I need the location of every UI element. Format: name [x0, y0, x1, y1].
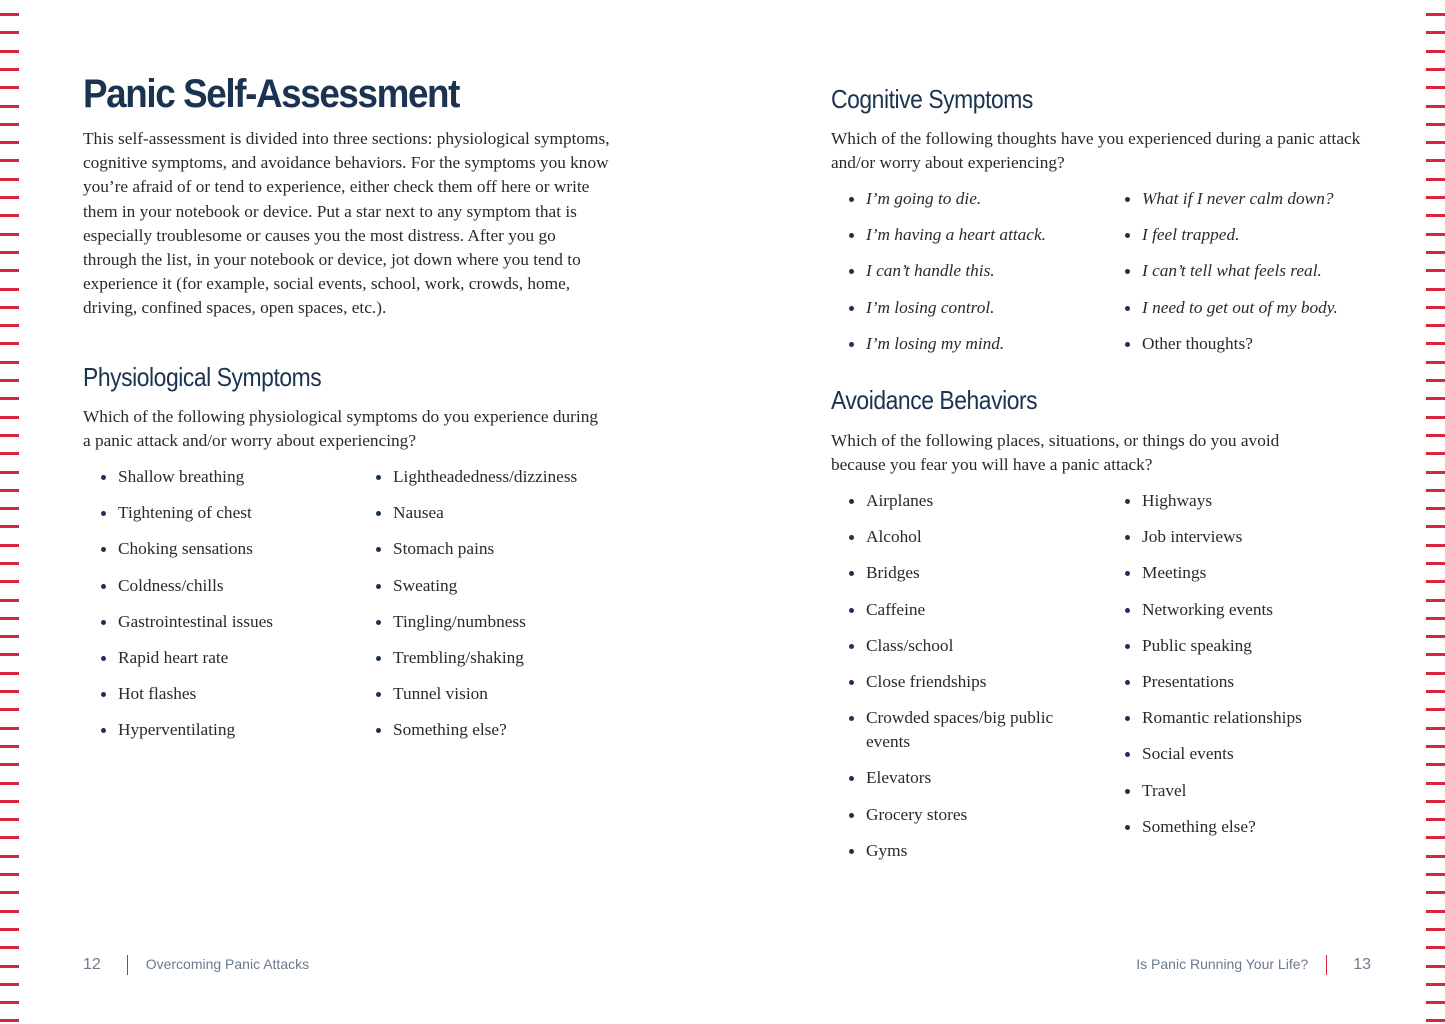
binding-tick [1426, 434, 1445, 437]
binding-tick [0, 159, 19, 162]
cognitive-list-col1 [831, 187, 1106, 368]
checklist-item[interactable]: Hot flashes [83, 682, 353, 706]
binding-tick [1426, 269, 1445, 272]
binding-tick [1426, 214, 1445, 217]
binding-tick [0, 562, 19, 565]
checklist-item[interactable]: Networking events [1107, 598, 1371, 622]
binding-tick [1426, 489, 1445, 492]
binding-tick [1426, 342, 1445, 345]
binding-tick [0, 123, 19, 126]
checklist-item[interactable]: Travel [1107, 779, 1371, 803]
binding-tick [1426, 379, 1445, 382]
checklist-item[interactable]: I’m going to die. [831, 187, 1106, 211]
right-page [831, 0, 1371, 1024]
binding-tick [0, 818, 19, 821]
checklist-item[interactable]: Coldness/chills [83, 574, 353, 598]
binding-tick [1426, 31, 1445, 34]
binding-tick [1426, 708, 1445, 711]
binding-tick [0, 836, 19, 839]
binding-tick [0, 342, 19, 345]
checklist-item[interactable]: Elevators [831, 766, 1061, 790]
binding-tick [1426, 891, 1445, 894]
avoidance-list-col1 [831, 489, 1061, 875]
checklist-item[interactable]: Tunnel vision [358, 682, 618, 706]
binding-tick [0, 891, 19, 894]
binding-tick [0, 525, 19, 528]
checklist-item[interactable]: Gastrointestinal issues [83, 610, 353, 634]
binding-tick [1426, 324, 1445, 327]
running-title: Overcoming Panic Attacks [145, 956, 310, 973]
binding-tick [0, 1019, 19, 1022]
binding-tick [1426, 306, 1445, 309]
avoidance-list-col2 [1107, 489, 1371, 851]
binding-tick [1426, 416, 1445, 419]
binding-tick [0, 306, 19, 309]
binding-tick [0, 178, 19, 181]
checklist-item[interactable]: I can’t handle this. [831, 259, 1106, 283]
binding-tick [0, 269, 19, 272]
binding-tick [0, 50, 19, 53]
binding-tick [1426, 983, 1445, 986]
binding-tick [0, 434, 19, 437]
checklist-item[interactable]: Choking sensations [83, 537, 353, 561]
binding-tick [1426, 251, 1445, 254]
binding-tick [0, 580, 19, 583]
binding-tick [1426, 782, 1445, 785]
binding-tick [1426, 800, 1445, 803]
binding-tick [1426, 946, 1445, 949]
binding-tick [0, 873, 19, 876]
avoidance-heading: Avoidance Behaviors [831, 385, 1038, 415]
checklist-item[interactable]: Stomach pains [358, 537, 618, 561]
running-title: Is Panic Running Your Life? [1136, 956, 1309, 973]
binding-tick [0, 617, 19, 620]
cognitive-heading: Cognitive Symptoms [831, 84, 1033, 114]
checklist-item[interactable]: Tightening of chest [83, 501, 353, 525]
checklist-item[interactable]: Trembling/shaking [358, 646, 618, 670]
binding-tick [0, 324, 19, 327]
binding-tick [0, 599, 19, 602]
binding-tick [0, 653, 19, 656]
binding-tick [0, 727, 19, 730]
checklist-item[interactable]: Hyperventilating [83, 718, 353, 742]
checklist-item[interactable]: Rapid heart rate [83, 646, 353, 670]
intro-paragraph: This self-assessment is divided into three sections: physiological symptoms, cognitive symptoms, and avoidance behaviors. For the symptoms you know you’re afraid of or tend to experience, either check them off here or write them in your notebook or device. Put a star next to any symptom that is especially troublesome or causes you the most distress. After you go through the list, in your notebook or device, jot down where you tend to experience it (for example, social events, school, work, crowds, home, driving, confined spaces, open spaces, etc.). [83, 129, 610, 318]
binding-tick [0, 782, 19, 785]
footer-divider [127, 955, 128, 975]
checklist-item[interactable]: Airplanes [831, 489, 1061, 513]
checklist-item[interactable]: Presentations [1107, 670, 1371, 694]
binding-tick [1426, 928, 1445, 931]
left-page [83, 0, 613, 1024]
binding-tick [0, 361, 19, 364]
cognitive-list-col2 [1107, 187, 1371, 368]
binding-tick [0, 416, 19, 419]
binding-tick [0, 105, 19, 108]
binding-tick [1426, 635, 1445, 638]
binding-tick [1426, 599, 1445, 602]
binding-tick [0, 31, 19, 34]
binding-tick [1426, 818, 1445, 821]
binding-tick [1426, 507, 1445, 510]
binding-tick [1426, 763, 1445, 766]
checklist-item[interactable]: Crowded spaces/big public events [831, 706, 1061, 754]
checklist-item[interactable]: I’m losing control. [831, 296, 1106, 320]
binding-tick [1426, 471, 1445, 474]
page-number: 13 [1353, 956, 1371, 974]
binding-tick [1426, 580, 1445, 583]
binding-tick [0, 471, 19, 474]
right-footer [1136, 955, 1371, 979]
binding-tick [1426, 525, 1445, 528]
binding-tick [0, 544, 19, 547]
checklist-item[interactable]: What if I never calm down? [1107, 187, 1371, 211]
binding-tick [0, 397, 19, 400]
binding-tick [1426, 1019, 1445, 1022]
checklist-item[interactable]: Alcohol [831, 525, 1061, 549]
binding-tick [0, 379, 19, 382]
binding-tick [1426, 544, 1445, 547]
checklist-item[interactable]: Grocery stores [831, 803, 1061, 827]
binding-tick [0, 233, 19, 236]
checklist-item[interactable]: I can’t tell what feels real. [1107, 259, 1371, 283]
binding-tick [0, 708, 19, 711]
binding-tick [1426, 562, 1445, 565]
binding-tick [1426, 13, 1445, 16]
checklist-item[interactable]: Sweating [358, 574, 618, 598]
footer-divider [1326, 955, 1327, 975]
binding-tick [1426, 745, 1445, 748]
binding-tick [1426, 86, 1445, 89]
avoidance-prompt: Which of the following places, situations, or things do you avoid because you fear you will have a panic attack? [831, 431, 1280, 475]
checklist-item[interactable]: Tingling/numbness [358, 610, 618, 634]
cognitive-prompt: Which of the following thoughts have you experienced during a panic attack and/or worry about experiencing? [831, 129, 1361, 173]
checklist-item[interactable]: Social events [1107, 742, 1371, 766]
binding-tick [0, 965, 19, 968]
binding-tick [0, 251, 19, 254]
page-title: Panic Self-Assessment [83, 72, 460, 116]
checklist-item[interactable]: I’m losing my mind. [831, 332, 1106, 356]
checklist-item[interactable]: Bridges [831, 561, 1061, 585]
checklist-item[interactable]: Public speaking [1107, 634, 1371, 658]
binding-tick [0, 855, 19, 858]
checklist-item[interactable]: Other thoughts? [1107, 332, 1371, 356]
binding-tick [0, 288, 19, 291]
checklist-item[interactable]: Romantic relationships [1107, 706, 1371, 730]
binding-tick [1426, 178, 1445, 181]
checklist-item[interactable]: Nausea [358, 501, 618, 525]
binding-tick [0, 141, 19, 144]
physiological-heading: Physiological Symptoms [83, 362, 322, 392]
binding-tick [0, 745, 19, 748]
binding-tick [0, 946, 19, 949]
checklist-item[interactable]: I feel trapped. [1107, 223, 1371, 247]
physiological-prompt: Which of the following physiological symptoms do you experience during a panic attack and/or worry about experiencing? [83, 407, 598, 451]
checklist-item[interactable]: Gyms [831, 839, 1061, 863]
binding-tick [1426, 873, 1445, 876]
checklist-item[interactable]: Something else? [358, 718, 618, 742]
binding-tick [0, 507, 19, 510]
checklist-item[interactable]: Shallow breathing [83, 465, 353, 489]
checklist-item[interactable]: I’m having a heart attack. [831, 223, 1106, 247]
physiological-list-col1 [83, 465, 353, 755]
left-footer [83, 955, 309, 979]
binding-tick [0, 910, 19, 913]
physiological-list-col2 [358, 465, 618, 755]
binding-tick [1426, 452, 1445, 455]
binding-tick [1426, 653, 1445, 656]
binding-tick [1426, 196, 1445, 199]
binding-tick [0, 196, 19, 199]
binding-tick [1426, 690, 1445, 693]
page-number: 12 [83, 956, 101, 974]
checklist-item[interactable]: Class/school [831, 634, 1061, 658]
binding-tick [1426, 123, 1445, 126]
binding-tick [1426, 855, 1445, 858]
binding-tick [1426, 965, 1445, 968]
binding-tick [1426, 672, 1445, 675]
binding-tick [0, 690, 19, 693]
binding-tick [1426, 1001, 1445, 1004]
binding-tick [1426, 141, 1445, 144]
binding-tick [0, 983, 19, 986]
right-binding-edge [1425, 0, 1445, 1024]
checklist-item[interactable]: Close friendships [831, 670, 1061, 694]
binding-tick [0, 672, 19, 675]
checklist-item[interactable]: Lightheadedness/dizziness [358, 465, 618, 489]
checklist-item[interactable]: Highways [1107, 489, 1371, 513]
binding-tick [0, 68, 19, 71]
binding-tick [0, 13, 19, 16]
checklist-item[interactable]: Something else? [1107, 815, 1371, 839]
binding-tick [1426, 617, 1445, 620]
binding-tick [0, 763, 19, 766]
binding-tick [0, 928, 19, 931]
checklist-item[interactable]: Caffeine [831, 598, 1061, 622]
binding-tick [1426, 727, 1445, 730]
binding-tick [1426, 159, 1445, 162]
binding-tick [1426, 288, 1445, 291]
checklist-item[interactable]: I need to get out of my body. [1107, 296, 1371, 320]
binding-tick [1426, 836, 1445, 839]
binding-tick [1426, 105, 1445, 108]
checklist-item[interactable]: Meetings [1107, 561, 1371, 585]
binding-tick [1426, 361, 1445, 364]
binding-tick [1426, 233, 1445, 236]
binding-tick [0, 489, 19, 492]
binding-tick [0, 214, 19, 217]
binding-tick [0, 635, 19, 638]
binding-tick [0, 800, 19, 803]
binding-tick [0, 86, 19, 89]
binding-tick [1426, 910, 1445, 913]
left-binding-edge [0, 0, 20, 1024]
binding-tick [1426, 68, 1445, 71]
binding-tick [1426, 50, 1445, 53]
binding-tick [0, 1001, 19, 1004]
binding-tick [0, 452, 19, 455]
binding-tick [1426, 397, 1445, 400]
checklist-item[interactable]: Job interviews [1107, 525, 1371, 549]
